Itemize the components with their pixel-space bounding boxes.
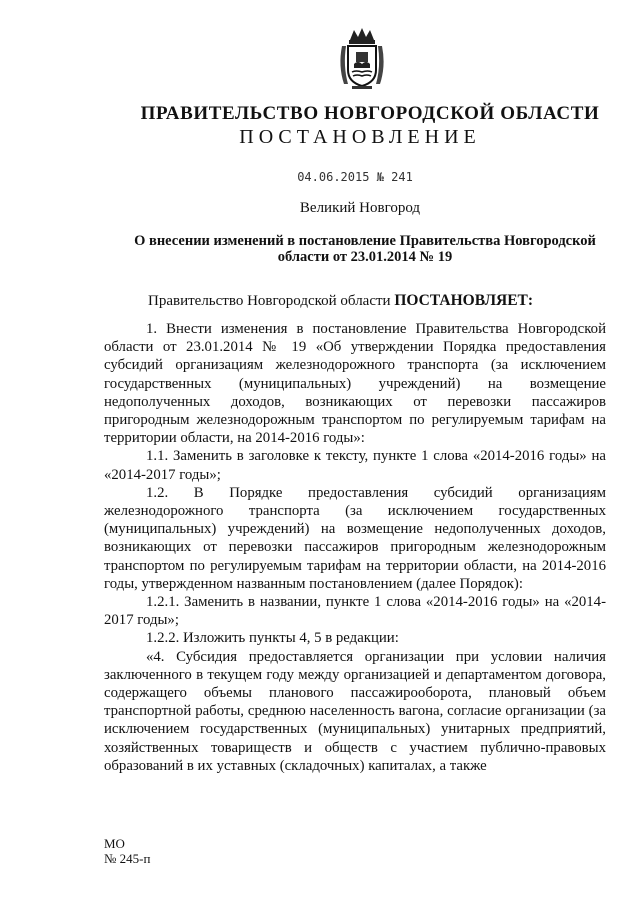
document-footer xyxy=(104,836,150,866)
footer-code: МО xyxy=(104,836,125,851)
paragraph: 1.1. Заменить в заголовке к тексту, пункте 1 слова «2014-2016 годы» на «2014-2017 годы»; xyxy=(104,448,606,483)
footer-number: № 245-п xyxy=(104,851,151,866)
novgorod-coat-of-arms-icon xyxy=(334,26,390,92)
document-type: ПОСТАНОВЛЕНИЕ xyxy=(239,126,481,148)
paragraph: 1.2.2. Изложить пункты 4, 5 в редакции: xyxy=(146,630,399,647)
document-place: Великий Новгород xyxy=(299,200,421,216)
paragraph: 1. Внести изменения в постановление Правительства Новгородской области от 23.01.2014 № 19 «Об утверждении Порядка предоставления субсидий организациям железнодорожного транспорта (за исключением государственных (муниципальных) учреждений) на возмещение недополученных доходов, возникающих от перевозки пассажиров пригородным железнодорожным транспортом по регулируемым тарифам на территории области, на 2014-2016 годы»: xyxy=(104,321,606,447)
document-subject: О внесении изменений в постановление Правительства Новгородской области от 23.01.2014 № 19 xyxy=(134,233,596,265)
paragraph: «4. Субсидия предоставляется организации при условии наличия заключенного в текущем году между организацией и департаментом договора, содержащего объемы планового пассажирооборота, плановый объем транспортной работы, среднюю населенность вагона, согласие организации (за исключением государственных (муниципальных) унитарных предприятий, хозяйственных товариществ и обществ с участием публично-правовых образований в их уставных (складочных) капиталах, а также xyxy=(104,648,606,774)
decree-keyword: ПОСТАНОВЛЯЕТ: xyxy=(394,292,534,309)
decree-lead: Правительство Новгородской области xyxy=(148,293,395,309)
document-date-number: 04.06.2015 № 241 xyxy=(297,170,413,184)
paragraph: 1.2.1. Заменить в названии, пункте 1 слова «2014-2016 годы» на «2014-2017 годы»; xyxy=(104,594,606,629)
decree-line xyxy=(148,292,533,310)
government-title: ПРАВИТЕЛЬСТВО НОВГОРОДСКОЙ ОБЛАСТИ xyxy=(140,103,600,124)
document-body xyxy=(104,320,606,775)
paragraph: 1.2. В Порядке предоставления субсидий организациям железнодорожного транспорта (за исключением государственных (муниципальных) учреждений) на возмещение недополученных доходов, возникающих от перевозки пассажиров пригородным железнодорожным транспортом по регулируемым тарифам на территории области, на 2014-2016 годы, утвержденном названным постановлением (далее Порядок): xyxy=(104,484,606,592)
